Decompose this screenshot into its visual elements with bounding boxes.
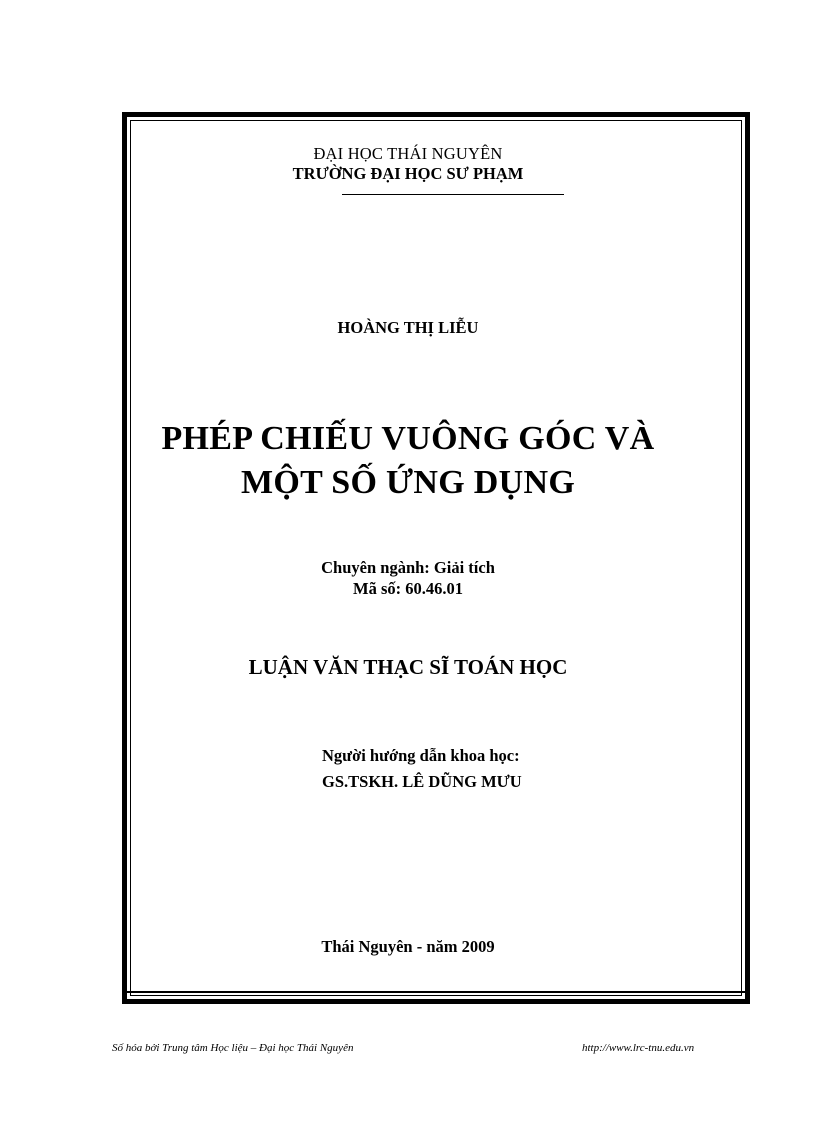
author-name: HOÀNG THỊ LIỄU <box>337 318 479 337</box>
major-code: Mã số: 60.46.01 <box>353 579 463 598</box>
advisor-label: Người hướng dẫn khoa học: <box>322 746 520 765</box>
thesis-title-line-1: PHÉP CHIẾU VUÔNG GÓC VÀ <box>161 420 655 457</box>
university-name: ĐẠI HỌC THÁI NGUYÊN <box>313 144 503 163</box>
cover-bottom-rule <box>127 991 745 993</box>
school-name: TRƯỜNG ĐẠI HỌC SƯ PHẠM <box>292 164 524 183</box>
footer-digitization-credit: Số hóa bởi Trung tâm Học liệu – Đại học Thái Nguyên <box>112 1042 354 1054</box>
thesis-type: LUẬN VĂN THẠC SĨ TOÁN HỌC <box>248 655 568 679</box>
thesis-title-line-2: MỘT SỐ ỨNG DỤNG <box>240 464 576 501</box>
major-field: Chuyên ngành: Giải tích <box>321 558 495 577</box>
advisor-name: GS.TSKH. LÊ DŨNG MƯU <box>322 772 522 791</box>
header-underline <box>342 194 564 195</box>
footer-url: http://www.lrc-tnu.edu.vn <box>582 1042 695 1054</box>
place-and-year: Thái Nguyên - năm 2009 <box>321 937 495 956</box>
